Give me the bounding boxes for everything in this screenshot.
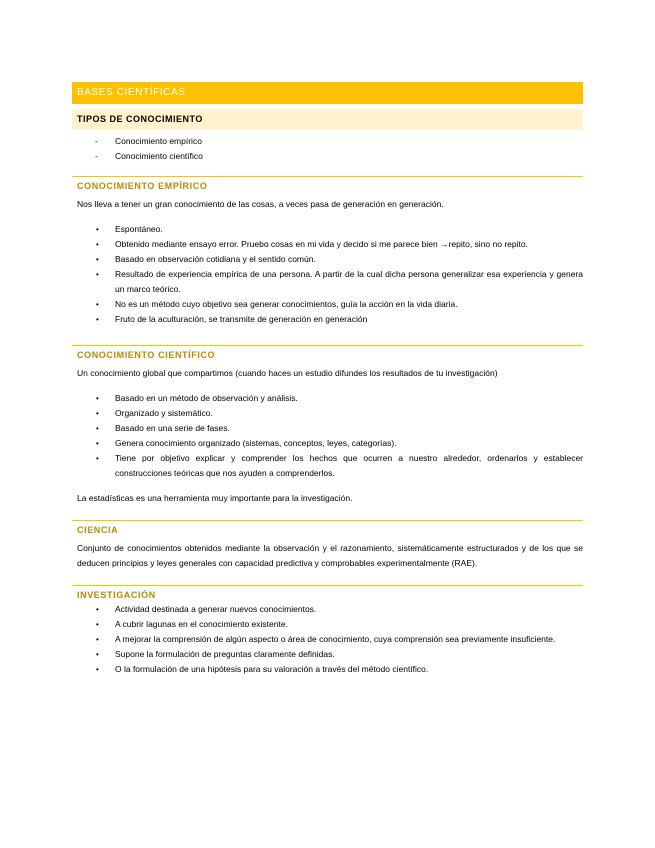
list-item: • Obtenido mediante ensayo error. Pruebo cosas en mi vida y decido si me parece bien →repito, sino no repito. (72, 237, 583, 252)
bullet-icon: • (96, 439, 99, 448)
document-subtitle: TIPOS DE CONOCIMIENTO (72, 109, 583, 130)
bullet-icon: • (96, 620, 99, 629)
heading-ciencia: CIENCIA (72, 520, 583, 535)
types-list (72, 134, 583, 164)
dash-marker: - (95, 151, 98, 161)
list-item: • O la formulación de una hipótesis para su valoración a través del método científico. (72, 662, 583, 677)
ciencia-definition: Conjunto de conocimientos obtenidos mediante la observación y el razonamiento, sistemáticamente estructurados y de los que se deducen principios y leyes generales con capacidad predictiva y comprobables experimentalmente (RAE). (77, 543, 583, 568)
list-item: • Actividad destinada a generar nuevos conocimientos. (72, 602, 583, 617)
heading-investigacion: INVESTIGACIÓN (72, 585, 583, 600)
list-item: • Genera conocimiento organizado (sistemas, conceptos, leyes, categorías). (72, 436, 583, 451)
bullet-icon: • (96, 255, 99, 264)
bullet-icon: • (96, 650, 99, 659)
list-item: • Basado en observación cotidiana y el sentido común. (72, 252, 583, 267)
bullet-icon: • (96, 605, 99, 614)
heading-empirico: CONOCIMIENTO EMPÍRICO (72, 176, 583, 191)
list-item: • Fruto de la aculturación, se transmite de generación en generación (72, 312, 583, 327)
list-item: - Conocimiento empírico (72, 134, 583, 149)
list-item: • Espontáneo. (72, 222, 583, 237)
list-item: • Resultado de experiencia empírica de una persona. A partir de la cual dicha persona generalizar esa experiencia y genera un marco teórico. (96, 269, 583, 294)
list-item: • No es un método cuyo objetivo sea generar conocimientos, guía la acción en la vida diaria. (72, 297, 583, 312)
cientifico-list (72, 391, 583, 481)
heading-cientifico: CONOCIMIENTO CIENTÍFICO (72, 345, 583, 360)
bullet-icon: • (96, 270, 99, 279)
list-item: • Organizado y sistemático. (72, 406, 583, 421)
cientifico-intro: Un conocimiento global que compartimos (cuando haces un estudio difundes los resultados de tu investigación) (77, 368, 498, 378)
bullet-icon: • (96, 300, 99, 309)
list-item: - Conocimiento científico (72, 149, 583, 164)
bullet-icon: • (96, 454, 99, 463)
bullet-icon: • (96, 315, 99, 324)
empirico-list (72, 222, 583, 327)
list-item: • Basado en un método de observación y análisis. (72, 391, 583, 406)
empirico-intro: Nos lleva a tener un gran conocimiento de las cosas, a veces pasa de generación en generación. (77, 199, 444, 209)
list-item: • A mejorar la comprensión de algún aspecto o área de conocimiento, cuya comprensión sea previamente insuficiente. (72, 632, 583, 647)
bullet-icon: • (96, 424, 99, 433)
bullet-icon: • (96, 665, 99, 674)
list-item: • Supone la formulación de preguntas claramente definidas. (72, 647, 583, 662)
bullet-icon: • (96, 394, 99, 403)
bullet-icon: • (96, 225, 99, 234)
list-item: • Tiene por objetivo explicar y comprender los hechos que ocurren a nuestro alrededor, ordenarlos y establecer construcciones teóricas que nos ayuden a comprenderlos. (96, 453, 583, 478)
list-item: • A cubrir lagunas en el conocimiento existente. (72, 617, 583, 632)
bullet-icon: • (96, 240, 99, 249)
list-item: • Basado en una serie de fases. (72, 421, 583, 436)
bullet-icon: • (96, 409, 99, 418)
document-title: BASES CIENTÍFICAS (72, 82, 583, 104)
investigacion-list (72, 602, 583, 677)
bullet-icon: • (96, 635, 99, 644)
dash-marker: - (95, 136, 98, 146)
document-page (72, 82, 583, 677)
cientifico-closing: La estadísticas es una herramienta muy importante para la investigación. (77, 493, 353, 503)
